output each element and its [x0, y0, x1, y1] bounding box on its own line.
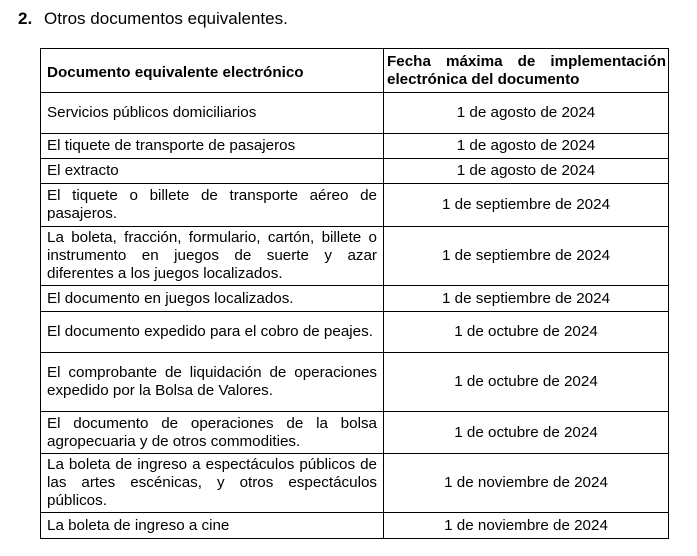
- table-row: [41, 134, 669, 159]
- row-document: La boleta de ingreso a cine: [41, 513, 384, 539]
- row-date: 1 de octubre de 2024: [384, 353, 669, 412]
- row-document: El comprobante de liquidación de operaciones expedido por la Bolsa de Valores.: [41, 353, 384, 412]
- header-date: Fecha máxima de implementación electrónica del documento: [384, 49, 669, 93]
- table-row: [41, 159, 669, 184]
- table-row: [41, 312, 669, 353]
- row-document: Servicios públicos domiciliarios: [41, 93, 384, 134]
- row-date: 1 de agosto de 2024: [384, 159, 669, 184]
- row-document: El documento en juegos localizados.: [41, 286, 384, 312]
- row-date: 1 de septiembre de 2024: [384, 184, 669, 227]
- row-date: 1 de septiembre de 2024: [384, 227, 669, 286]
- table-row: [41, 227, 669, 286]
- section-title: Otros documentos equivalentes.: [44, 9, 288, 28]
- table-row: [41, 286, 669, 312]
- row-date: 1 de octubre de 2024: [384, 412, 669, 454]
- table-row: [41, 454, 669, 513]
- table-row: [41, 513, 669, 539]
- table-row: [41, 184, 669, 227]
- row-document: La boleta de ingreso a espectáculos públicos de las artes escénicas, y otros espectáculos públicos.: [41, 454, 384, 513]
- row-document: La boleta, fracción, formulario, cartón, billete o instrumento en juegos de suerte y azar diferentes a los juegos localizados.: [41, 227, 384, 286]
- row-document: El documento de operaciones de la bolsa agropecuaria y de otros commodities.: [41, 412, 384, 454]
- row-document: El extracto: [41, 159, 384, 184]
- row-document: El tiquete de transporte de pasajeros: [41, 134, 384, 159]
- row-document: El tiquete o billete de transporte aéreo de pasajeros.: [41, 184, 384, 227]
- table-row: [41, 412, 669, 454]
- equivalent-documents-table: [40, 48, 669, 539]
- row-document: El documento expedido para el cobro de peajes.: [41, 312, 384, 353]
- row-date: 1 de agosto de 2024: [384, 134, 669, 159]
- table-header-row: [41, 49, 669, 93]
- row-date: 1 de septiembre de 2024: [384, 286, 669, 312]
- header-document: Documento equivalente electrónico: [41, 49, 384, 93]
- table-row: [41, 93, 669, 134]
- section-number: 2.: [18, 9, 33, 28]
- row-date: 1 de agosto de 2024: [384, 93, 669, 134]
- table-row: [41, 353, 669, 412]
- row-date: 1 de noviembre de 2024: [384, 454, 669, 513]
- row-date: 1 de octubre de 2024: [384, 312, 669, 353]
- section-heading: [18, 9, 288, 29]
- row-date: 1 de noviembre de 2024: [384, 513, 669, 539]
